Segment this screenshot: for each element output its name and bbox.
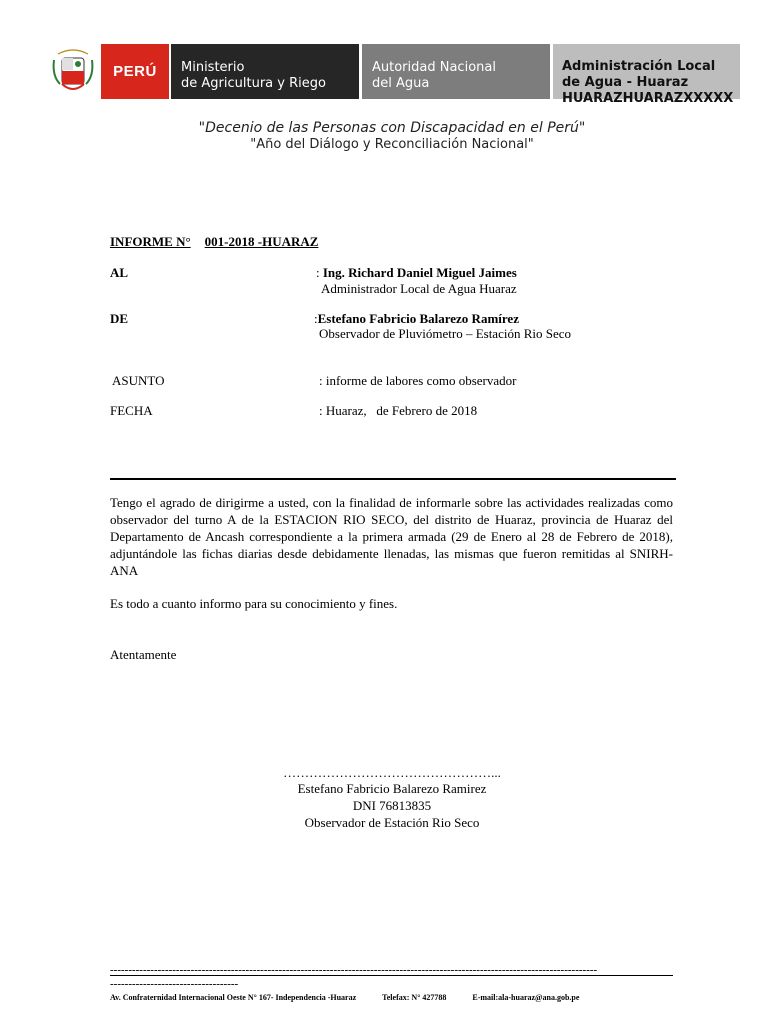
footer-email: E-mail:ala-huaraz@ana.gob.pe xyxy=(472,993,580,1002)
al-recipient xyxy=(316,265,517,281)
ala-line1: Administración Local xyxy=(562,59,716,74)
footer-separator-short: ----------------------------------- xyxy=(110,979,239,989)
al-title: Administrador Local de Agua Huaraz xyxy=(321,281,517,296)
letterhead xyxy=(0,0,768,110)
peru-label: PERÚ xyxy=(101,44,169,99)
divider xyxy=(110,478,676,480)
body-closing-sentence: Es todo a cuanto informo para su conocimiento y fines. xyxy=(110,596,398,611)
de-title: Observador de Pluviómetro – Estación Rio Seco xyxy=(319,326,572,341)
signature-dots: …………………………………………... xyxy=(283,765,501,780)
informe-label: INFORME N° xyxy=(110,234,191,249)
fecha-label: FECHA xyxy=(110,403,153,418)
body-paragraph: Tengo el agrado de dirigirme a usted, con la finalidad de informarle sobre las actividades realizadas como observador del turno A de la ESTACION RIO SECO, del distrito de Huaraz, provincia de Huaraz del Departamento de Ancash correspondiente a la primera armada (29 de Enero al 28 de Febrero de 2018), adjuntándole las fichas diarias desde debidamente llenadas, las mismas que fueron remitidas al SNIRH-ANA xyxy=(110,495,673,578)
ministry-line2: de Agricultura y Riego xyxy=(181,76,326,91)
signature-dni: DNI 76813835 xyxy=(352,798,432,813)
al-colon: : xyxy=(316,265,320,280)
al-name: Ing. Richard Daniel Miguel Jaimes xyxy=(322,265,517,280)
closing-greeting: Atentamente xyxy=(110,647,177,662)
de-label: DE xyxy=(110,311,129,326)
de-sender xyxy=(314,311,519,327)
footer-contact xyxy=(110,993,670,1002)
ministry-line1: Ministerio xyxy=(181,60,245,75)
fecha-value: : Huaraz, de Febrero de 2018 xyxy=(319,403,478,418)
signature-role: Observador de Estación Rio Seco xyxy=(304,815,480,830)
ana-line2: del Agua xyxy=(372,76,430,91)
decenio-slogan: "Decenio de las Personas con Discapacidad en el Perú" xyxy=(198,120,586,136)
ala-line2: de Agua - Huaraz xyxy=(562,75,689,90)
ana-line1: Autoridad Nacional xyxy=(372,60,496,75)
ala-label xyxy=(553,44,740,106)
ala-line3: HUARAZHUARAZXXXXX xyxy=(562,91,734,106)
al-label: AL xyxy=(110,265,129,280)
coat-of-arms-icon xyxy=(50,46,96,96)
asunto-label: ASUNTO xyxy=(112,373,165,388)
informe-number: 001-2018 -HUARAZ xyxy=(204,234,319,249)
signature-name: Estefano Fabricio Balarezo Ramirez xyxy=(297,781,487,796)
asunto-value: : informe de labores como observador xyxy=(319,373,517,388)
footer-address: Av. Confraternidad Internacional Oeste N° 167- Independencia -Huaraz xyxy=(110,993,357,1002)
de-colon: : xyxy=(314,311,318,326)
de-name: Estefano Fabricio Balarezo Ramírez xyxy=(317,311,519,326)
ana-label xyxy=(362,44,550,99)
year-slogan: "Año del Diálogo y Reconciliación Nacional" xyxy=(250,137,534,152)
informe-heading xyxy=(110,234,318,250)
ministry-label xyxy=(171,44,359,99)
footer-separator: ------------------------------------------------------------------------------------------------------------------------------------- xyxy=(110,965,598,975)
footer-rule xyxy=(110,975,673,976)
footer-phone: Telefax: N° 427788 xyxy=(382,993,447,1002)
